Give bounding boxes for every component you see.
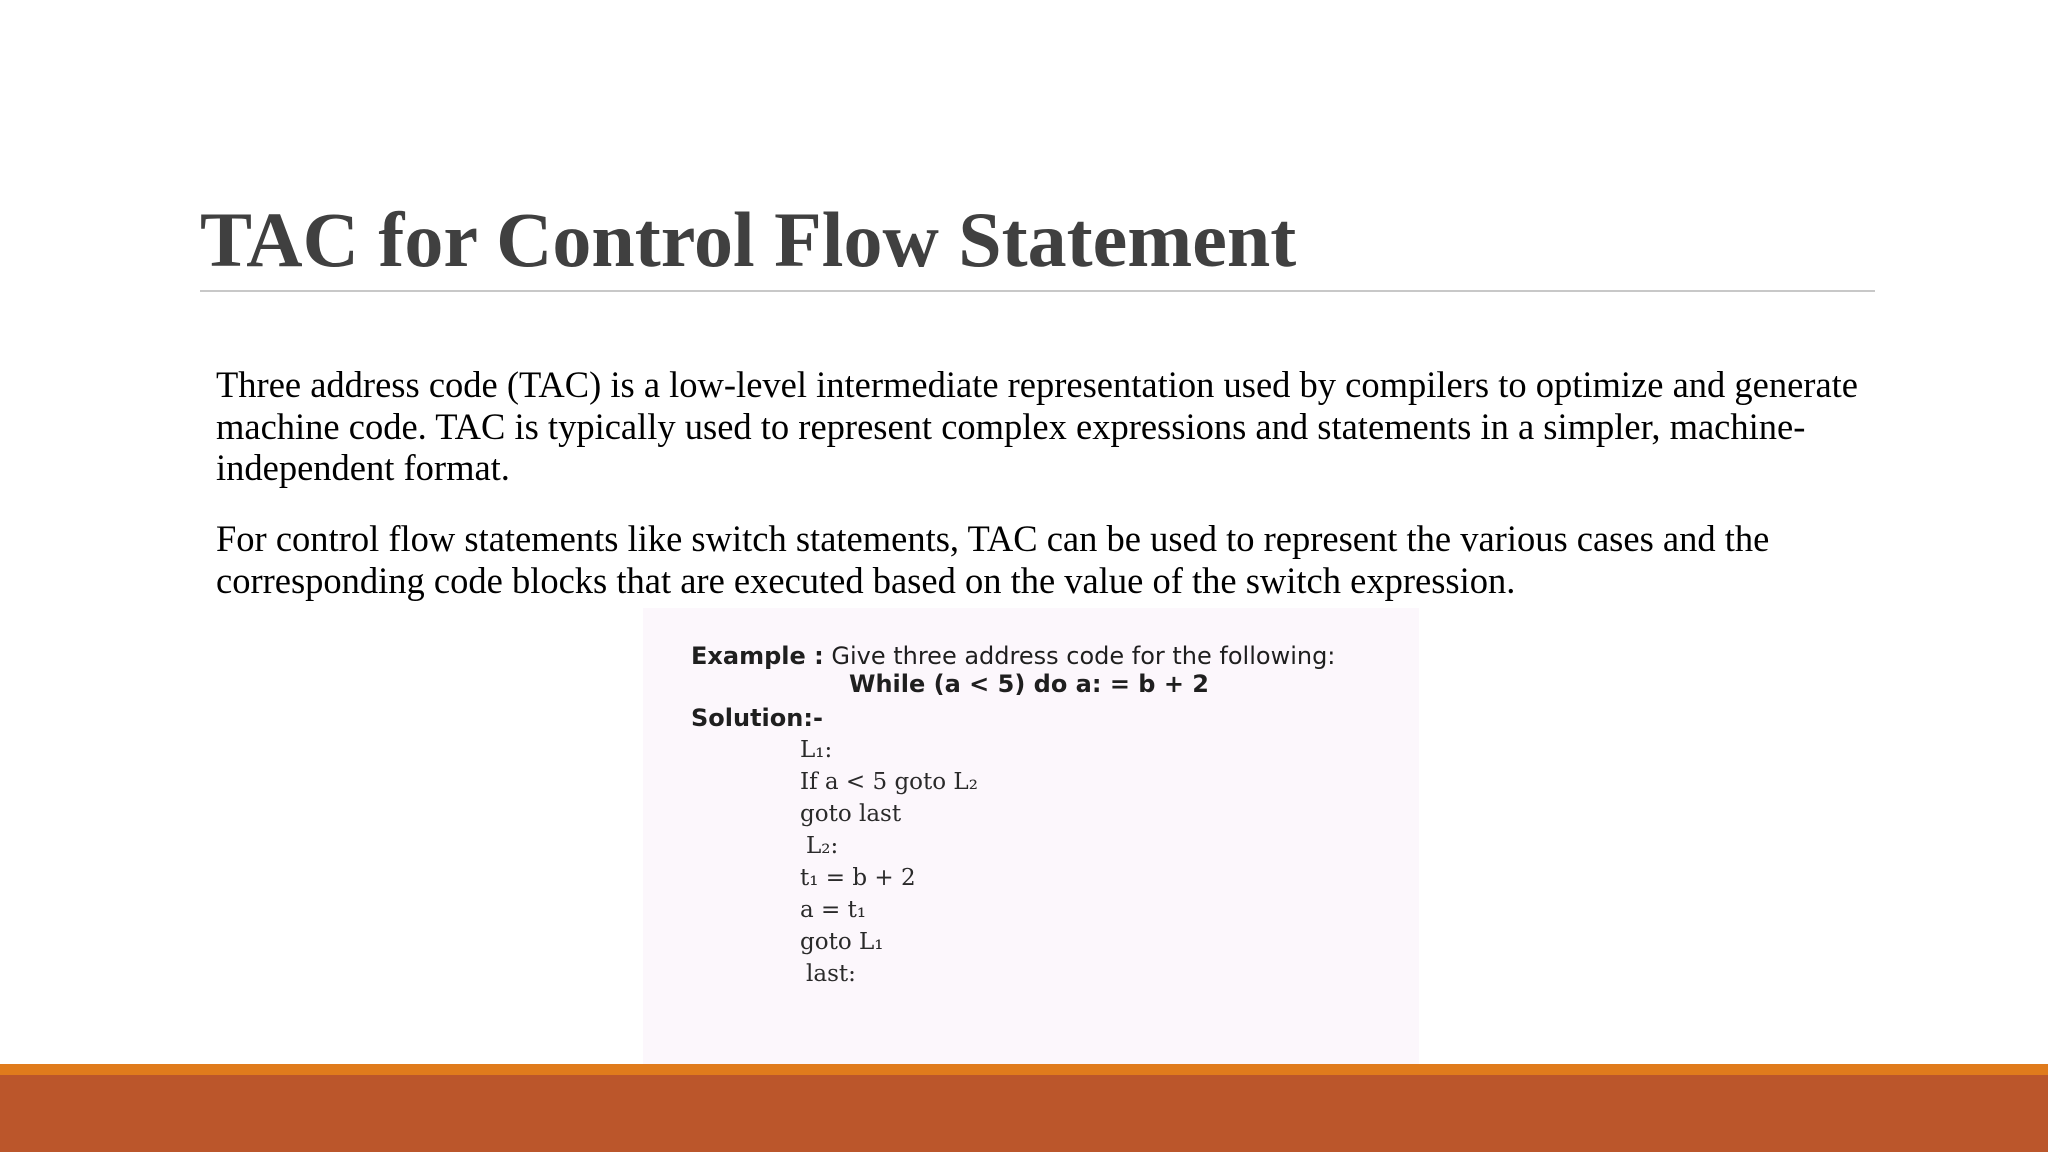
example-prompt: Give three address code for the following:: [831, 642, 1336, 670]
slide-title: TAC for Control Flow Statement: [200, 196, 1297, 283]
solution-label: Solution:-: [691, 704, 823, 732]
footer-bar: [0, 1075, 2048, 1152]
code-line: t₁ = b + 2: [800, 865, 916, 891]
example-label: Example :: [691, 642, 824, 670]
code-line: goto L₁: [800, 929, 884, 955]
control-flow-paragraph: For control flow statements like switch statements, TAC can be used to represent the various cases and the corresponding code blocks that are executed based on the value of the switch expression.: [216, 518, 1770, 601]
example-heading: [691, 641, 1335, 671]
code-line: last:: [806, 961, 856, 987]
code-line: L₁:: [800, 737, 833, 763]
code-line: L₂:: [806, 833, 839, 859]
footer-accent-stripe: [0, 1064, 2048, 1075]
title-divider: [200, 290, 1875, 292]
example-image: [643, 608, 1419, 1064]
intro-paragraph: Three address code (TAC) is a low-level intermediate representation used by compilers to optimize and generate machine code. TAC is typically used to represent complex expressions and statements in a simpler, machine-independent format.: [216, 364, 1859, 488]
code-line: goto last: [800, 801, 902, 827]
code-line: a = t₁: [800, 897, 867, 923]
example-statement: While (a < 5) do a: = b + 2: [849, 670, 1209, 698]
code-line: If a < 5 goto L₂: [800, 769, 978, 795]
